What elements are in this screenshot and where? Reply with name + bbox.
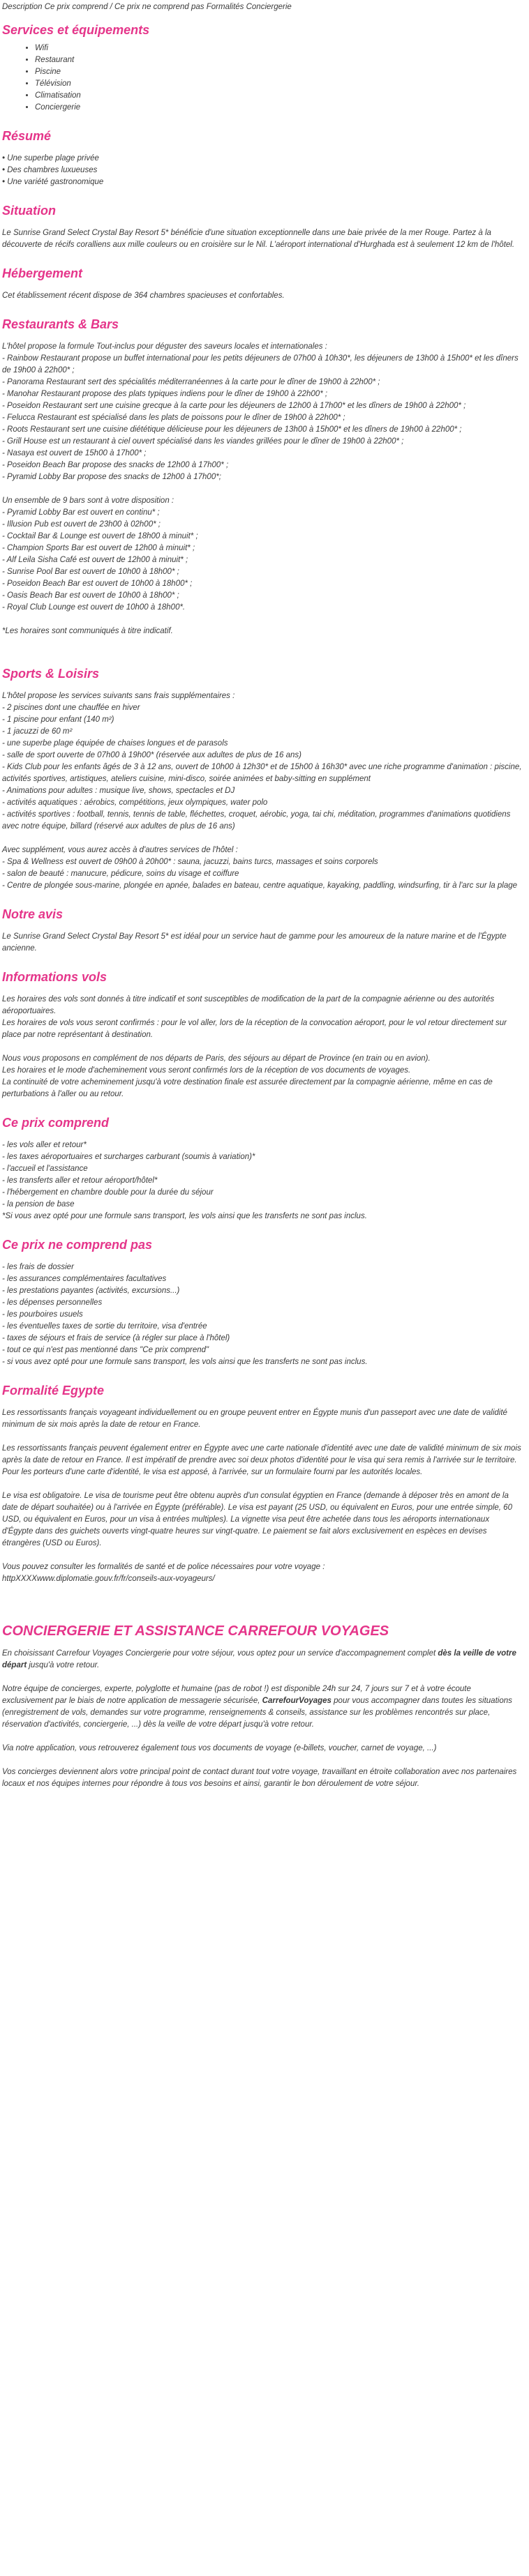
vols-section <box>2 970 522 1100</box>
ne-comprend-title: Ce prix ne comprend pas <box>2 1238 153 1252</box>
sports-title: Sports & Loisirs <box>2 667 100 681</box>
list-item: • Restaurant <box>35 54 522 66</box>
list-item: - les éventuelles taxes de sortie du territoire, visa d'entrée <box>2 1322 207 1331</box>
conciergerie-p4: Vos concierges deviennent alors votre principal point de contact durant tout votre voyage, travaillant en étroite collaboration avec nos partenaires locaux et nos équipes internes pour répondre à tous vos besoins et ainsi, garantir le bon déroulement de votre séjour. <box>2 1768 517 1788</box>
conciergerie-p2-text: Notre équipe de concierges, experte, polyglotte et humaine (pas de robot !) est disponible 24h sur 24, 7 jours sur 7 et à votre écoute exclusivement par le biais de notre application de messagerie sécurisée, <box>2 1685 471 1705</box>
list-item: - Alf Leila Sisha Café est ouvert de 12h00 à minuit* ; <box>2 556 188 564</box>
vols-p2: Les horaires de vols vous seront confirmés : pour le vol aller, lors de la réception de la convocation aéroport, pour le vol retour directement sur place par notre représentant à destination. <box>2 1019 507 1039</box>
list-item: - l'accueil et l'assistance <box>2 1165 88 1173</box>
restaurants-note: *Les horaires sont communiqués à titre indicatif. <box>2 627 173 635</box>
resume-section <box>2 129 522 188</box>
list-item: - activités aquatiques : aérobics, compétitions, jeux olympiques, water polo <box>2 798 268 807</box>
list-item: *Si vous avez opté pour une formule sans transport, les vols ainsi que les transferts ne sont pas inclus. <box>2 1212 367 1220</box>
formalite-p2: Les ressortissants français peuvent également entrer en Égypte avec une carte nationale d'identité avec une date de validité minimum de six mois après la date de retour en France. Il est impératif de prendre avec soi deux photos d'identité pour le visa qui sera remis à l'arrivée sur le territoire. Pour les porteurs d'une carte d'identité, le visa est apposé, à l'arrivée, sur un formulaire fourni par les autorités locales. <box>2 1444 521 1476</box>
list-item: - la pension de base <box>2 1200 75 1209</box>
breadcrumb: Description Ce prix comprend / Ce prix ne comprend pas Formalités Conciergerie <box>2 3 292 11</box>
list-item: - Manohar Restaurant propose des plats typiques indiens pour le dîner de 19h00 à 22h00* ; <box>2 390 328 398</box>
list-item: - 2 piscines dont une chauffée en hiver <box>2 704 140 712</box>
list-item: - les prestations payantes (activités, excursions...) <box>2 1287 180 1295</box>
services-title: Services et équipements <box>2 23 150 37</box>
list-item: • Piscine <box>35 66 522 78</box>
vols-p3: Nous vous proposons en complément de nos départs de Paris, des séjours au départ de Province (en train ou en avion). <box>2 1054 431 1063</box>
services-section <box>2 23 522 114</box>
list-item: - les vols aller et retour* <box>2 1141 87 1149</box>
list-item: - les taxes aéroportuaires et surcharges carburant (soumis à variation)* <box>2 1153 255 1161</box>
list-item: • Wifi <box>35 43 522 54</box>
list-item: - l'hébergement en chambre double pour la durée du séjour <box>2 1188 214 1197</box>
avis-section <box>2 907 522 955</box>
list-item: - Felucca Restaurant est spécialisé dans les plats de poissons pour le dîner de 19h00 à 22h00* ; <box>2 414 345 422</box>
list-item: - les dépenses personnelles <box>2 1298 103 1307</box>
restaurants-section <box>2 317 522 637</box>
formalite-p4: Vous pouvez consulter les formalités de santé et de police nécessaires pour votre voyage : <box>2 1563 325 1571</box>
conciergerie-p2 <box>2 1683 522 1731</box>
list-item: - Illusion Pub est ouvert de 23h00 à 02h00* ; <box>2 520 161 529</box>
hebergement-text: Cet établissement récent dispose de 364 chambres spacieuses et confortables. <box>2 291 285 300</box>
conciergerie-p1-bold: dès la veille de votre départ <box>2 1649 516 1669</box>
formalite-p1: Les ressortissants français voyageant individuellement ou en groupe peuvent entrer en Égypte munis d'un passeport avec une date de validité minimum de six mois après la date de retour en France. <box>2 1409 507 1429</box>
sports-intro: L'hôtel propose les services suivants sans frais supplémentaires : <box>2 692 235 700</box>
conciergerie-p3: Via notre application, vous retrouverez également tous vos documents de voyage (e-billets, voucher, carnet de voyage, ...) <box>2 1744 437 1752</box>
vols-p1: Les horaires des vols sont donnés à titre indicatif et sont susceptibles de modification de la part de la compagnie aérienne ou des autorités aéroportuaires. <box>2 995 495 1015</box>
list-item: - salle de sport ouverte de 07h00 à 19h00* (réservée aux adultes de plus de 16 ans) <box>2 751 301 759</box>
list-item: - Nasaya est ouvert de 15h00 à 17h00* ; <box>2 449 147 457</box>
list-item: - Spa & Wellness est ouvert de 09h00 à 20h00* : sauna, jacuzzi, bains turcs, massages et soins corporels <box>2 858 378 866</box>
list-item: - les pourboires usuels <box>2 1310 83 1319</box>
formalite-p3: Le visa est obligatoire. Le visa de tourisme peut être obtenu auprès d'un consulat égyptien en France (demande à déposer très en amont de la date de départ souhaitée) ou à l'arrivée en Égypte (préférable). Le visa est payant (25 USD, ou équivalent en Euros, pour une entrée simple, 60 USD, ou équivalent en Euros, pour un visa à entrées multiples). La vignette visa peut être achetée dans tous les aéroports internationaux d'Égypte dans des guichets ouverts vingt-quatre heures sur vingt-quatre. Le paiement se fait alors exclusivement en espèces en devises étrangères (USD ou Euros). <box>2 1492 512 1547</box>
formalite-title: Formalité Egypte <box>2 1384 105 1397</box>
list-item: • Climatisation <box>35 90 522 102</box>
list-item: - Grill House est un restaurant à ciel ouvert spécialisé dans les viandes grillées pour le dîner de 19h00 à 22h00* ; <box>2 437 404 446</box>
list-item: - tout ce qui n'est pas mentionné dans "Ce prix comprend" <box>2 1346 209 1354</box>
list-item: - Kids Club pour les enfants âgés de 3 à 12 ans, ouvert de 10h00 à 12h30* et de 15h00 à 16h30* avec une riche programme d'animation : piscine, activités sportives, artistiques, ateliers cuisine, mini-disco, soirée animées et baby-sitting en supplément <box>2 763 522 783</box>
formalite-link[interactable]: httpXXXXwww.diplomatie.gouv.fr/fr/conseils-aux-voyageurs/ <box>2 1575 215 1583</box>
list-item: - Pyramid Lobby Bar propose des snacks de 12h00 à 17h00*; <box>2 473 221 481</box>
conciergerie-p1 <box>2 1648 522 1672</box>
list-item: - Poseidon Restaurant sert une cuisine grecque à la carte pour les déjeuners de 12h00 à 17h00* et les dîners de 19h00 à 22h00* ; <box>2 402 466 410</box>
conciergerie-title: CONCIERGERIE ET ASSISTANCE CARREFOUR VOYAGES <box>2 1623 389 1639</box>
list-item: - Oasis Beach Bar est ouvert de 10h00 à 18h00* ; <box>2 591 179 600</box>
list-item: - 1 piscine pour enfant (140 m²) <box>2 715 114 724</box>
hebergement-section <box>2 266 522 302</box>
list-item: • Télévision <box>35 78 522 90</box>
list-item: - Roots Restaurant sert une cuisine diététique délicieuse pour les déjeuners de 13h00 à 15h00* et les dîners de 19h00 à 22h00* ; <box>2 425 462 434</box>
comprend-title: Ce prix comprend <box>2 1116 110 1130</box>
list-item: - les assurances complémentaires facultatives <box>2 1275 167 1283</box>
list-item: - Pyramid Lobby Bar est ouvert en continu* ; <box>2 508 160 517</box>
list-item: - Rainbow Restaurant propose un buffet international pour les petits déjeuners de 07h00 à 10h30*, les déjeuners de 13h00 à 15h00* et les dîners de 19h00 à 22h00* ; <box>2 354 519 374</box>
conciergerie-p1-text: En choisissant Carrefour Voyages Conciergerie pour votre séjour, vous optez pour un service d'accompagnement complet <box>2 1649 438 1658</box>
list-item: - activités sportives : football, tennis, tennis de table, fléchettes, croquet, aérobic, yoga, tai chi, méditation, programmes d'animations quotidiens avec notre équipe, billard (réservé aux adultes de plus de 16 ans) <box>2 810 511 831</box>
situation-title: Situation <box>2 204 56 218</box>
list-item: - Animations pour adultes : musique live, shows, spectacles et DJ <box>2 787 235 795</box>
vols-title: Informations vols <box>2 970 107 984</box>
list-item: • Une variété gastronomique <box>2 178 104 186</box>
list-item: - Champion Sports Bar est ouvert de 12h00 à minuit* ; <box>2 544 195 552</box>
list-item: - Sunrise Pool Bar est ouvert de 10h00 à 18h00* ; <box>2 568 179 576</box>
list-item: - 1 jacuzzi de 60 m² <box>2 727 73 736</box>
list-item: - salon de beauté : manucure, pédicure, soins du visage et coiffure <box>2 870 239 878</box>
list-item: - une superbe plage équipée de chaises longues et de parasols <box>2 739 228 748</box>
restaurants-title: Restaurants & Bars <box>2 317 119 331</box>
hebergement-title: Hébergement <box>2 266 83 280</box>
list-item: - Panorama Restaurant sert des spécialités méditerranéennes à la carte pour le dîner de 19h00 à 22h00* ; <box>2 378 380 386</box>
sports-section <box>2 667 522 892</box>
vols-p4: Les horaires et le mode d'acheminement vous seront confirmés lors de la réception de vos documents de voyages. <box>2 1066 411 1075</box>
list-item: - les transferts aller et retour aéroport/hôtel* <box>2 1176 158 1185</box>
avis-text: Le Sunrise Grand Select Crystal Bay Resort 5* est idéal pour un service haut de gamme pour les amoureux de la nature marine et de l'Égypte ancienne. <box>2 932 507 953</box>
ne-comprend-section <box>2 1238 522 1368</box>
comprend-section <box>2 1116 522 1222</box>
avis-title: Notre avis <box>2 907 64 921</box>
list-item: • Des chambres luxueuses <box>2 166 98 174</box>
list-item: - Poseidon Beach Bar est ouvert de 10h00 à 18h00* ; <box>2 579 193 588</box>
list-item: - taxes de séjours et frais de service (à régler sur place à l'hôtel) <box>2 1334 230 1342</box>
list-item: - Royal Club Lounge est ouvert de 10h00 à 18h00*. <box>2 603 186 612</box>
sports-extra-intro: Avec supplément, vous aurez accès à d'autres services de l'hôtel : <box>2 846 238 854</box>
list-item: - les frais de dossier <box>2 1263 74 1271</box>
services-list <box>2 43 522 114</box>
list-item: - Poseidon Beach Bar propose des snacks de 12h00 à 17h00* ; <box>2 461 229 469</box>
bars-intro: Un ensemble de 9 bars sont à votre disposition : <box>2 497 174 505</box>
list-item: • Une superbe plage privée <box>2 154 99 162</box>
conciergerie-p1-end: jusqu'à votre retour. <box>27 1661 100 1669</box>
situation-section <box>2 204 522 251</box>
list-item: - si vous avez opté pour une formule sans transport, les vols ainsi que les transferts ne sont pas inclus. <box>2 1358 368 1366</box>
resume-title: Résumé <box>2 129 52 143</box>
list-item: - Centre de plongée sous-marine, plongée en apnée, balades en bateau, centre aquatique, kayaking, paddling, windsurfing, tir à l'arc sur la plage <box>2 881 518 890</box>
formalite-section <box>2 1384 522 1585</box>
list-item: - Cocktail Bar & Lounge est ouvert de 18h00 à minuit* ; <box>2 532 198 540</box>
conciergerie-p2-end: pour vous accompagner dans toutes les situations (enregistrement de vols, demandes sur votre programme, renseignements & conseils, assistance sur les problèmes rencontrés sur place, réservation d'activités, conciergerie, ...) dès la veille de votre départ jusqu'à votre retour. <box>2 1697 512 1729</box>
list-item: • Conciergerie <box>35 102 522 114</box>
situation-text: Le Sunrise Grand Select Crystal Bay Resort 5* bénéficie d'une situation exceptionnelle dans une baie privée de la mer Rouge. Partez à la découverte de récifs coralliens aux mille couleurs ou en croisière sur le Nil. L'aéroport international d'Hurghada est à seulement 12 km de l'hôtel. <box>2 229 515 249</box>
conciergerie-app-name: CarrefourVoyages <box>262 1697 331 1705</box>
conciergerie-section <box>2 1624 522 1804</box>
vols-p5: La continuité de votre acheminement jusqu'à votre destination finale est assurée directement par la compagnie aérienne, même en cas de perturbations à l'aller ou au retour. <box>2 1078 493 1098</box>
restaurants-intro: L'hôtel propose la formule Tout-inclus pour déguster des saveurs locales et internationales : <box>2 342 327 351</box>
